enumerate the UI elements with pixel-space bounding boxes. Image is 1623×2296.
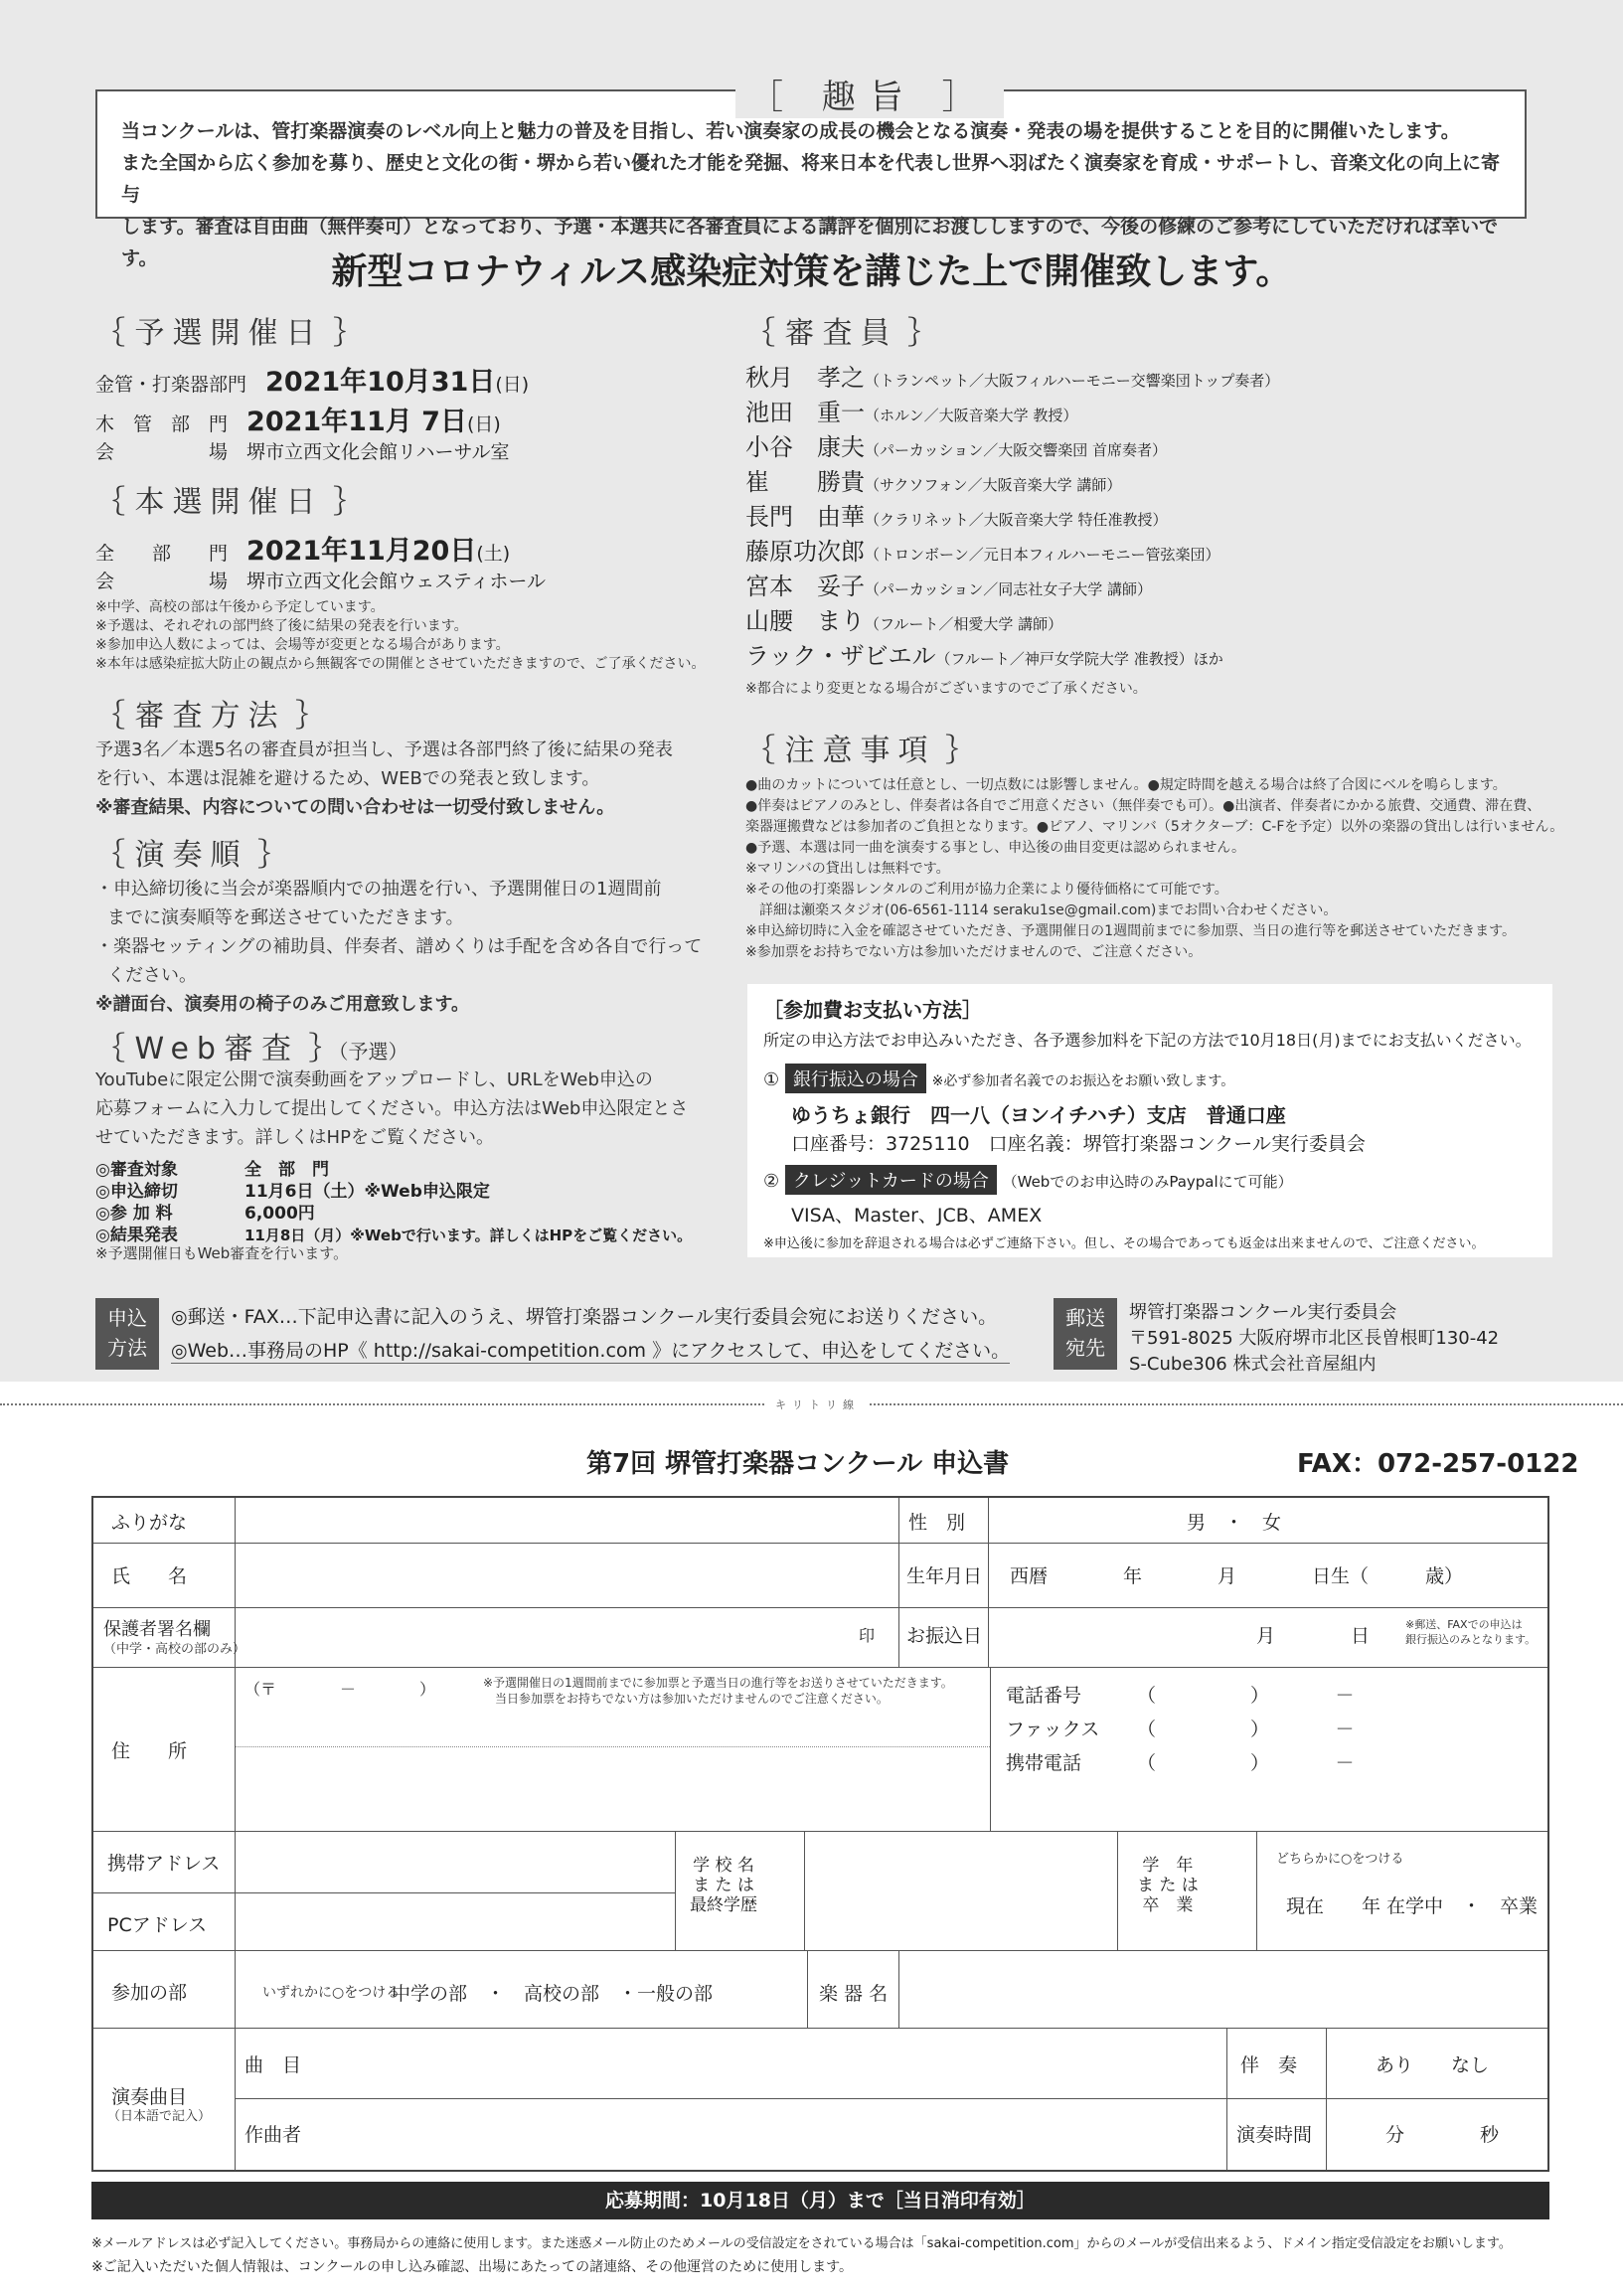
prelim-venue: 会 場 堺市立西文化会館リハーサル室 [95, 441, 510, 463]
judge-item [745, 393, 1077, 427]
piece-sub: （日本語で記入） [107, 2109, 212, 2124]
bank-line: ゆうちょ銀行 四一八（ヨンイチハチ）支店 普通口座 [791, 1103, 1286, 1127]
address-label: 住 所 [111, 1740, 188, 1762]
judge-name: 秋月 孝之 [745, 364, 865, 392]
grade-label: 学 年 ま た は 卒 業 [1137, 1856, 1199, 1915]
payment-intro: 所定の申込方法でお申込みいただき、各予選参加料を下記の方法で10月18日(月)までにお支払いください。 [763, 1031, 1532, 1050]
dest-label: 郵送 宛先 [1054, 1298, 1117, 1370]
prelim-heading: ｛ 予選開催日 ｝ [95, 316, 364, 351]
judge-role: （フルート／相愛大学 講師） [865, 615, 1063, 633]
pc-address-label: PCアドレス [107, 1914, 208, 1936]
final-note-1: ※中学、高校の部は午後から予定しています。 [95, 599, 385, 615]
piece-label: 演奏曲目 [111, 2086, 188, 2108]
apply-web: ◎Web…事務局のHP《 http://sakai-competition.com 》にアクセスして、申込をしてください。 [171, 1336, 1010, 1364]
application-form [91, 1496, 1549, 2172]
judge-item [745, 601, 1062, 636]
order-heading: ｛ 演奏順 ｝ [95, 838, 288, 873]
web-note: ※予選開催日もWeb審査を行います。 [95, 1244, 349, 1262]
judge-name: 池田 重一 [745, 399, 865, 426]
tel-field[interactable]: （ ） － [1137, 1685, 1355, 1707]
judge-role: （パーカッション／同志社女子大学 講師） [865, 580, 1153, 598]
grade-format[interactable]: 現在 年 在学中 ・ 卒業 [1286, 1895, 1539, 1917]
duration-format[interactable]: 分 秒 [1385, 2124, 1500, 2146]
judge-name: 藤原功次郎 [745, 538, 865, 566]
duration-label: 演奏時間 [1236, 2124, 1313, 2146]
intro-line-3: します。審査は自由曲（無伴奏可）となっており、予選・本選共に各審査員による講評を個別にお渡ししますので、今後の修練のご参考にしていただければ幸いです。 [121, 216, 1499, 269]
apply-label: 申込 方法 [95, 1298, 159, 1370]
fax-label: ファックス [1006, 1719, 1100, 1740]
apply-mail: ◎郵送・FAX…下記申込書に記入のうえ、堺管打楽器コンクール実行委員会宛にお送りください。 [171, 1306, 998, 1328]
instrument-label: 楽 器 名 [819, 1983, 889, 2005]
accomp-label: 伴 奏 [1240, 2054, 1298, 2076]
payment-box [747, 984, 1552, 1257]
judge-role: （クラリネット／大阪音楽大学 特任准教授） [865, 511, 1168, 529]
judge-item [745, 358, 1279, 393]
judge-item [745, 636, 1223, 671]
division-label: 参加の部 [111, 1982, 188, 2004]
judge-item [745, 462, 1121, 497]
judge-role: （パーカッション／大阪交響楽団 首席奏者） [865, 441, 1168, 459]
dest-line-2: 〒591-8025 大阪府堺市北区長曽根町130-42 [1129, 1328, 1500, 1349]
division-options[interactable]: 中学の部 ・ 高校の部 ・一般の部 [392, 1983, 714, 2005]
footer-note-1: ※メールアドレスは必ず記入してください。事務局からの連絡に使用します。また迷惑メール防止のためメールの受信設定をされている場合は「sakai-competition.com」からのメールが受信出来るよう、ドメイン指定受信設定をお願いします。 [91, 2236, 1512, 2251]
fax-field[interactable]: （ ） － [1137, 1719, 1355, 1740]
title-label: 曲 目 [244, 2054, 302, 2076]
order-text: ・申込締切後に当会が楽器順内での抽選を行い、予選開催日の1週間前 までに演奏順等を郵送させていただきます。 ・楽器セッティングの補助員、伴奏者、譜めくりは手配を含め各自で行って ください。 ※譜面台、演奏用の椅子のみご用意致します。 [95, 879, 703, 1015]
sex-options[interactable]: 男 ・ 女 [1187, 1512, 1282, 1534]
judge-role: （ホルン／大阪音楽大学 教授） [865, 407, 1078, 424]
prelim-row-2: 木 管 部 門 2021年11月 7日(日) [95, 407, 501, 437]
notes-heading: ｛ 注意事項 ｝ [745, 734, 976, 768]
payment-method-1: ① 銀行振込の場合 ※必ず参加者名義でのお振込をお願い致します。 [763, 1064, 1234, 1093]
headline: 新型コロナウィルス感染症対策を講じた上で開催致します。 [331, 251, 1292, 292]
web-row-2: ◎申込締切 11月6日（土）※Web申込限定 [95, 1182, 490, 1202]
judge-item [745, 532, 1219, 567]
payment-note: ※申込後に参加を辞退される場合は必ずご連絡下さい。但し、その場合であっても返金は出来ませんので、ご注意ください。 [763, 1236, 1485, 1251]
zip-field[interactable]: （〒 － ） [244, 1680, 436, 1699]
mobile-label: 携帯電話 [1006, 1752, 1082, 1774]
method-heading: ｛ 審査方法 ｝ [95, 699, 326, 734]
school-label: 学 校 名 ま た は 最終学歴 [690, 1856, 757, 1915]
seal-mark: 印 [859, 1626, 876, 1645]
intro-title: ［ 趣旨 ］ [735, 70, 1004, 118]
composer-label: 作曲者 [244, 2124, 302, 2146]
final-note-3: ※参加申込人数によっては、会場等が変更となる場合があります。 [95, 637, 510, 653]
web-row-4: ◎結果発表 11月8日（月）※Webで行います。詳しくはHPをご覧ください。 [95, 1226, 693, 1245]
cut-line-label: キリトリ線 [765, 1396, 870, 1412]
guardian-sub: （中学・高校の部のみ） [103, 1642, 246, 1657]
judge-name: 長門 由華 [745, 503, 865, 531]
web-heading: ｛ Web審査 ｝（予選） [95, 1032, 408, 1066]
notes-text: ●曲のカットについては任意とし、一切点数には影響しません。●規定時間を越える場合は終了合図にベルを鳴らします。 ●伴奏はピアノのみとし、伴奏者は各自でご用意ください（無伴奏でも可）。●出演者、伴奏者にかかる旅費、交通費、滞在費、 楽器運搬費などは参加者のご負担となります。●ピアノ、マリンバ（5オクターブ：C-Fを予定）以外の楽器の貸出しは行いません。 ●予選、本選は同一曲を演奏する事とし、申込後の曲目変更は認められません。 ※マリンバの貸出しは無料です。 ※その他の打楽器レンタルのご利用が協力企業により優待価格にて可能です。 詳細は瀬楽スタジオ(06-6561-1114 seraku1se@gmail.com)までお問い合わせください。 ※申込締切時に入金を確認させていただき、予選開催日の1週間前までに参加票、当日の進行等を郵送させていただきます。 ※参加票をお持ちでない方は参加いただけませんので、ご注意ください。 [745, 777, 1564, 960]
final-note-2: ※予選は、それぞれの部門終了後に結果の発表を行います。 [95, 618, 468, 634]
intro-line-2: また全国から広く参加を募り、歴史と文化の街・堺から若い優れた才能を発掘、将来日本を代表し世界へ羽ばたく演奏家を育成・サポートし、音楽文化の向上に寄与 [121, 152, 1501, 206]
paydate-note: ※郵送、FAXでの申込は 銀行振込のみとなります。 [1405, 1618, 1537, 1646]
judges-note: ※都合により変更となる場合がございますのでご了承ください。 [745, 681, 1147, 697]
web-text: YouTubeに限定公開で演奏動画をアップロードし、URLをWeb申込の 応募フォームに入力して提出してください。申込方法はWeb申込限定とさ せていただきます。詳しくはHPをご覧ください。 [95, 1069, 689, 1148]
sex-label: 性 別 [908, 1512, 966, 1534]
paydate-label: お振込日 [906, 1625, 983, 1647]
birth-label: 生年月日 [906, 1565, 983, 1587]
bank-account: 口座番号：3725110 口座名義：堺管打楽器コンクール実行委員会 [791, 1133, 1366, 1155]
judge-name: 山腰 まり [745, 607, 865, 635]
judge-item [745, 497, 1167, 532]
tel-label: 電話番号 [1006, 1685, 1082, 1707]
web-row-3: ◎参 加 料 6,000円 [95, 1204, 315, 1224]
judge-item [745, 427, 1167, 462]
final-note-4: ※本年は感染症拡大防止の観点から無観客での開催とさせていただきますので、ご了承ください。 [95, 656, 706, 672]
judge-item [745, 567, 1152, 601]
address-note: ※予選開催日の1週間前までに参加票と予選当日の進行等をお送りさせていただきます。 当日参加票をお持ちでない方は参加いただけませんのでご注意ください。 [483, 1676, 953, 1706]
judge-name: 小谷 康夫 [745, 433, 865, 461]
method-text: 予選3名／本選5名の審査員が担当し、予選は各部門終了後に結果の発表 を行い、本選は混雑を避けるため、WEBでの発表と致します。 ※審査結果、内容についての問い合わせは一切受付致しません。 [95, 739, 673, 818]
judge-role: （フルート／神戸女学院大学 准教授）ほか [935, 650, 1223, 668]
final-venue: 会 場 堺市立西文化会館ウェスティホール [95, 571, 546, 592]
final-row-1: 全 部 門 2021年11月20日(土) [95, 536, 511, 567]
prelim-row-1: 金管・打楽器部門 2021年10月31日(日) [95, 367, 530, 398]
judge-name: ラック・ザビエル [745, 642, 936, 670]
judges-heading: ｛ 審査員 ｝ [745, 316, 938, 351]
judge-role: （トランペット／大阪フィルハーモニー交響楽団トップ奏者） [865, 372, 1280, 390]
mobile-field[interactable]: （ ） － [1137, 1752, 1355, 1774]
dest-line-1: 堺管打楽器コンクール実行委員会 [1129, 1302, 1397, 1323]
paydate-format[interactable]: 月 日 [1256, 1625, 1371, 1647]
guardian-label: 保護者署名欄 [103, 1619, 211, 1640]
judge-name: 宮本 妥子 [745, 573, 865, 600]
judge-role: （トロンボーン／元日本フィルハーモニー管弦楽団） [865, 546, 1220, 564]
name-label: 氏 名 [111, 1565, 188, 1587]
division-hint: いずれかに○をつける [262, 1985, 401, 2001]
grade-hint: どちらかに○をつける [1276, 1852, 1404, 1867]
birth-format[interactable]: 西暦 年 月 日生（ 歳） [1010, 1565, 1464, 1587]
web-row-1: ◎審査対象 全 部 門 [95, 1160, 329, 1180]
judge-name: 崔 勝貴 [745, 468, 865, 496]
final-heading: ｛ 本選開催日 ｝ [95, 485, 364, 520]
mobile-address-label: 携帯アドレス [107, 1853, 221, 1875]
accomp-options[interactable]: あり なし [1376, 2054, 1490, 2076]
payment-method-2: ② クレジットカードの場合 （Webでのお申込時のみPaypalにて可能） [763, 1165, 1293, 1195]
dest-line-3: S-Cube306 株式会社音屋組内 [1129, 1354, 1377, 1375]
card-brands: VISA、Master、JCB、AMEX [791, 1205, 1043, 1227]
judge-role: （サクソフォン／大阪音楽大学 講師） [865, 476, 1122, 494]
payment-heading: ［参加費お支払い方法］ [763, 998, 982, 1022]
furigana-label: ふりがな [111, 1512, 188, 1534]
intro-line-1: 当コンクールは、管打楽器演奏のレベル向上と魅力の普及を目指し、若い演奏家の成長の機会となる演奏・発表の場を提供することを目的に開催いたします。 [121, 120, 1460, 142]
form-fax: FAX：072-257-0122 [1297, 1449, 1579, 1479]
footer-note-2: ※ご記入いただいた個人情報は、コンクールの申し込み確認、出場にあたっての諸連絡、その他運営のために使用します。 [91, 2259, 854, 2275]
form-title: 第7回 堺管打楽器コンクール 申込書 [586, 1449, 1010, 1479]
application-period: 応募期間：10月18日（月）まで［当日消印有効］ [91, 2182, 1549, 2219]
